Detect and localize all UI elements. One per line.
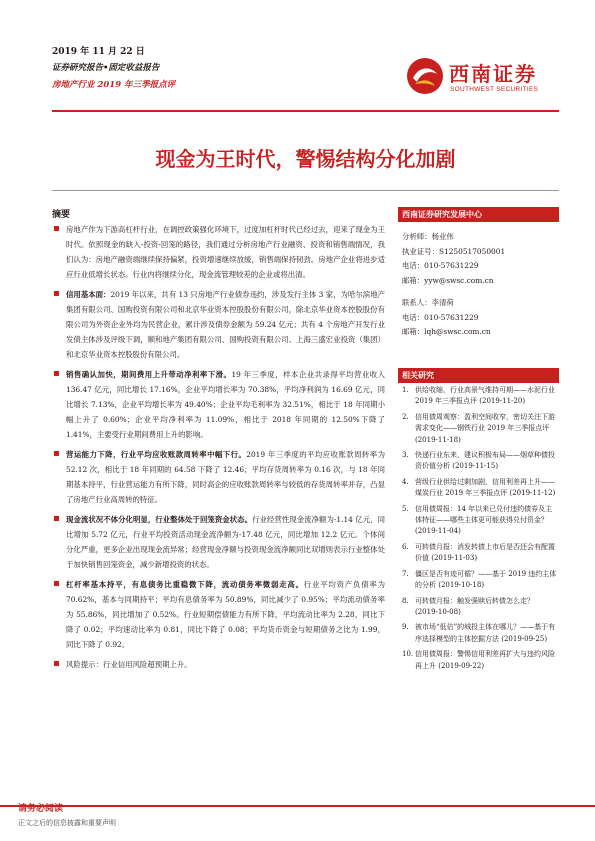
paragraph-lead: 现金流状况不体分化明显，行业整体处于回笼资金状态。: [66, 515, 253, 524]
company-logo: [405, 56, 555, 100]
item-number: 2.: [402, 412, 409, 421]
paragraph-text: 19 年三季度，样本企业共录得平均营业收入 136.47 亿元，同比增长 17.16%，企业平均增长率为 70.38%，平均净利润为 16.69 亿元，同比增长 7.13%，企业平均增长率为 49.40%；企业平均毛利率为 32.51%，相比于 18 年同期小幅上升了 0.60%；企业平均净利率为 11.09%，相比于 2018 年同期的 12.50%下降了 1.41%，主要受行业期间费用上升的影响。: [66, 370, 385, 439]
item-number: 5.: [402, 504, 409, 513]
risk-warning: [52, 657, 385, 672]
item-date: (2019-11-15): [452, 462, 499, 471]
item-number: 1.: [402, 386, 409, 394]
item-title: 信用债周报：14 年以来已兑付违约债券及主体特征——哪些主体更可能获得兑付资金？: [415, 504, 553, 525]
related-research-item[interactable]: [402, 542, 559, 565]
report-subtitle: 房地产行业 2019 年三季报点评: [52, 80, 176, 90]
report-type: 证券研究报告•固定收益报告: [52, 63, 160, 73]
footer-divider: [0, 805, 595, 807]
analyst-name: 分析师：杨业伟: [402, 232, 454, 241]
item-date: (2019-10-18): [438, 581, 485, 590]
header-divider: [52, 110, 559, 112]
analyst-email[interactable]: 邮箱：yyw@swsc.com.cn: [402, 275, 494, 285]
abstract-paragraph: [52, 512, 385, 572]
contact-phone: 电话：010-57631229: [402, 312, 479, 322]
analyst-phone: 电话：010-57631229: [402, 261, 479, 270]
item-date: (2019-11-18): [415, 435, 461, 444]
abstract-paragraph: [52, 222, 385, 282]
item-title: 僵区是否有迹可循？——基于 2019 违约主体的分析: [415, 569, 557, 590]
report-date: 2019 年 11 月 22 日: [52, 47, 145, 57]
paragraph-lead: 杠杆率基本持平，有息债务比重稳微下降，流动债务率微弱走高。: [66, 580, 304, 589]
paragraph-text: 房地产作为下游高杠杆行业，在调控政策强化环境下，过度加杠杆时代已经过去，迎来了现金为王时代。依照现金的缺入-投资-回笼的路径，我们通过分析房地产行业融资、投资和销售端情况，我们认为：房地产融资端继续保持偏紧，投资增速继续放缓，销售端保持韧劲。房地产企业将进步适应行业低增长状态。行业内将继续分化，现金流管理较差的企业或将出清。: [66, 225, 385, 279]
footer-label: 请务必阅读: [18, 804, 64, 814]
paragraph-text: 风险提示：行业信用风险超预期上升。: [66, 660, 192, 669]
related-research-item[interactable]: [402, 412, 559, 446]
bullet-icon: [54, 226, 59, 231]
footer-note: 正文之后的信息披露和重要声明: [18, 819, 116, 827]
paragraph-text: 行业经营性现金流净额为-1.14 亿元，同比增加 5.72 亿元，行业平均投资活动现金流净额为-17.48 亿元，同比增加 12.2 亿元。个体间分化严重，更多企业出现现金流异常；经营现金净额与投资现金流净额同比双增则表示行业整体处于加快销售回笼资金，减少新增投资的状态。: [66, 515, 385, 569]
logo-name-cn: 西南证券: [449, 62, 537, 86]
abstract-body: [52, 222, 385, 677]
abstract-paragraph: [52, 367, 385, 442]
item-title: 可转债月报：触发强赎后转债怎么走？: [415, 596, 534, 605]
item-date: (2019-11-20): [479, 397, 526, 406]
bullet-icon: [54, 661, 59, 666]
item-date: (2019-09-25): [501, 634, 548, 643]
analyst-info: [402, 230, 559, 340]
item-number: 7.: [402, 569, 409, 578]
bullet-icon: [54, 371, 59, 376]
paragraph-lead: 营运能力下降，行业平均应收账款周转率中幅下行。: [66, 450, 247, 459]
analyst-license: 执业证号：S1250517050001: [402, 246, 506, 256]
abstract-paragraph: [52, 577, 385, 652]
item-date: (2019-11-03): [431, 554, 478, 563]
related-research-item[interactable]: [402, 385, 559, 408]
item-date: (2019-11-04): [415, 527, 461, 536]
abstract-paragraph: [52, 447, 385, 507]
abstract-paragraph: [52, 287, 385, 362]
item-title: 信用债周报：警惕信用利差再扩大与违约风险再上升: [415, 650, 555, 670]
title-divider: [52, 190, 559, 191]
item-title: 被市场“低估”的城投主体在哪儿？——基于有序选择模型的主体挖掘方法: [415, 623, 556, 643]
related-research-item[interactable]: [402, 649, 559, 672]
related-research-list: [402, 385, 559, 676]
item-number: 8.: [402, 596, 409, 605]
logo-mark-icon: [405, 56, 445, 96]
related-research-item[interactable]: [402, 504, 559, 538]
item-title: 营级行业供给过剩加剧，信用利差再上升——煤炭行业 2019 年三季报点评: [415, 477, 555, 498]
bullet-icon: [54, 516, 59, 521]
related-research-item[interactable]: [402, 569, 559, 592]
paragraph-lead: 销售确认加快，期间费用上升带动净利率下滑。: [66, 370, 232, 379]
item-number: 9.: [402, 623, 409, 632]
item-title: 快递行业东来，建议积极布局——烟草种债投资价值分析: [415, 451, 555, 471]
related-research-item[interactable]: [402, 477, 559, 500]
related-research-heading: 相关研究: [398, 368, 559, 383]
item-title: 可转债月报：消发转债上市后是否还会有配置价值: [415, 542, 555, 563]
item-number: 3.: [402, 451, 409, 460]
paragraph-text: 2019 年以来，共有 13 只房地产行业债券违约，涉及发行主体 3 家，为哈尔滨地产集团有限公司、国购投资有限公司和北京华业资本控股股份有限公司，除北京华业资本控股股份有限公司为外资企业外均为民营企业，累计涉及债券金额为 59.24 亿元；共有 4 个房地产开发行业发债主体涉及评级下调，顺和地产集团有限公司、国购投资有限公司、上海三盛宏业投资（集团）和北京华业资本控股股份有限公司。: [66, 290, 385, 359]
item-date: (2019-10-08): [415, 607, 461, 616]
page-title: 现金为王时代，警惕结构分化加剧: [155, 147, 456, 171]
item-title: 供给收缩，行业高景气维持可期——水泥行业 2019 年三季报点评: [415, 386, 555, 406]
bullet-icon: [54, 581, 59, 586]
paragraph-text: 2019 年三季度的平均应收账款周转率为 52.12 次，相比于 18 年同期的 64.58 下降了 12.46；平均存货周转率为 0.16 次，与 18 年同期基本持平，行业营运能力有所下降，同时高企的应收账款周转率与较低的存货周转率并存，凸显了房地产行业高周转的特征。: [66, 450, 385, 504]
item-number: 4.: [402, 477, 409, 486]
item-number: 6.: [402, 542, 409, 551]
bullet-icon: [54, 451, 59, 456]
item-date: (2019-09-22): [438, 661, 485, 670]
contact-email[interactable]: 邮箱：lqh@swsc.com.cn: [402, 327, 491, 336]
research-team-heading: 西南证券研究发展中心: [398, 207, 559, 222]
item-date: (2019-11-12): [509, 489, 556, 498]
item-title: 信用债周观察：盈利空间收窄，密切关注下游需求变化——钢铁行业 2019 年三季报点评: [415, 412, 555, 433]
paragraph-lead: 信用基本面：: [66, 290, 111, 299]
related-research-item[interactable]: [402, 450, 559, 473]
related-research-item[interactable]: [402, 596, 559, 619]
logo-name-en: SOUTHWEST SECURITIES: [450, 86, 539, 93]
item-number: 10.: [402, 650, 414, 659]
paragraph-text: 行业平均资产负债率为 70.62%，基本与同期持平；平均有息债务率为 50.89%，同比减少了 0.95%；平均流动债务率为 55.86%，同比增加了 0.52%。行业短期偿债能力有所下降，平均流动比率为 2.28，同比下降了 0.02；平均速动比率为 0.81，同比下降了 0.08；平均货币资金与短期债务之比为 1.99，同比下降了 0.92。: [66, 580, 385, 649]
abstract-heading: 摘要: [52, 210, 71, 220]
contact-name: 联系人：李清荷: [402, 298, 454, 307]
bullet-icon: [54, 291, 59, 296]
related-research-item[interactable]: [402, 622, 559, 645]
